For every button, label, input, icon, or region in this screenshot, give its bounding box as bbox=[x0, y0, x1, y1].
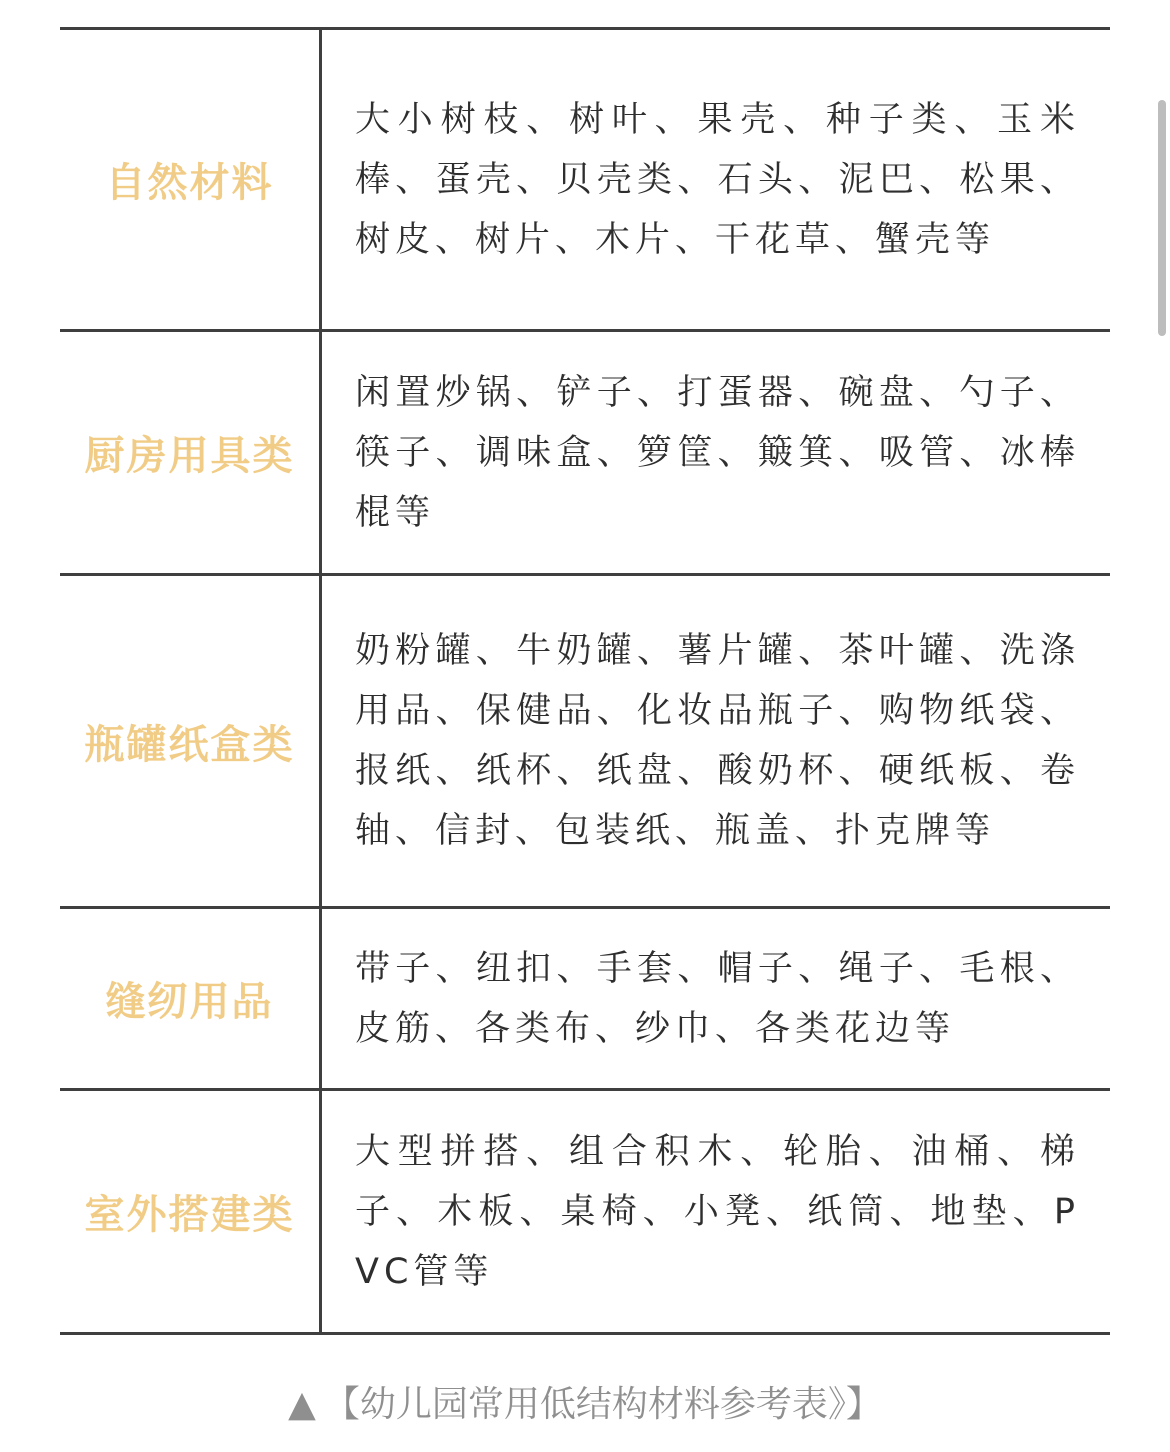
table-row bbox=[60, 1091, 1110, 1335]
category-cell bbox=[60, 576, 322, 906]
category-cell bbox=[60, 909, 322, 1088]
triangle-up-icon: ▲ bbox=[288, 1384, 316, 1425]
items-cell bbox=[322, 332, 1110, 573]
category-label: 瓶罐纸盒类 bbox=[84, 721, 295, 768]
scrollbar[interactable] bbox=[1158, 100, 1166, 336]
items-cell bbox=[322, 1091, 1110, 1332]
table-row bbox=[60, 30, 1110, 332]
items-text: 带子、纽扣、手套、帽子、绳子、毛根、皮筋、各类布、纱巾、各类花边等 bbox=[355, 948, 1080, 1049]
category-cell bbox=[60, 30, 322, 329]
items-cell bbox=[322, 909, 1110, 1088]
category-label: 缝纫用品 bbox=[105, 979, 274, 1025]
items-text: 大型拼搭、组合积木、轮胎、油桶、梯子、木板、桌椅、小凳、纸筒、地垫、PVC管等 bbox=[355, 1131, 1080, 1292]
category-cell bbox=[60, 1091, 322, 1332]
caption-text: 【幼儿园常用低结构材料参考表》】 bbox=[323, 1384, 882, 1425]
category-label: 室外搭建类 bbox=[84, 1192, 295, 1238]
table-row bbox=[60, 909, 1110, 1091]
items-cell bbox=[322, 576, 1110, 906]
category-cell bbox=[60, 332, 322, 573]
table-caption bbox=[0, 1376, 1170, 1427]
items-text: 大小树枝、树叶、果壳、种子类、玉米棒、蛋壳、贝壳类、石头、泥巴、松果、树皮、树片、木片、干花草、蟹壳等 bbox=[355, 99, 1080, 260]
items-text: 奶粉罐、牛奶罐、薯片罐、茶叶罐、洗涤用品、保健品、化妆品瓶子、购物纸袋、报纸、纸杯、纸盘、酸奶杯、硬纸板、卷轴、信封、包装纸、瓶盖、扑克牌等 bbox=[355, 631, 1080, 851]
materials-table bbox=[60, 27, 1110, 1335]
table-row bbox=[60, 332, 1110, 576]
category-label: 自然材料 bbox=[105, 160, 274, 206]
table-row bbox=[60, 576, 1110, 909]
items-text: 闲置炒锅、铲子、打蛋器、碗盘、勺子、筷子、调味盒、箩筐、簸箕、吸管、冰棒棍等 bbox=[355, 372, 1080, 533]
category-label: 厨房用具类 bbox=[84, 433, 295, 479]
items-cell bbox=[322, 30, 1110, 329]
